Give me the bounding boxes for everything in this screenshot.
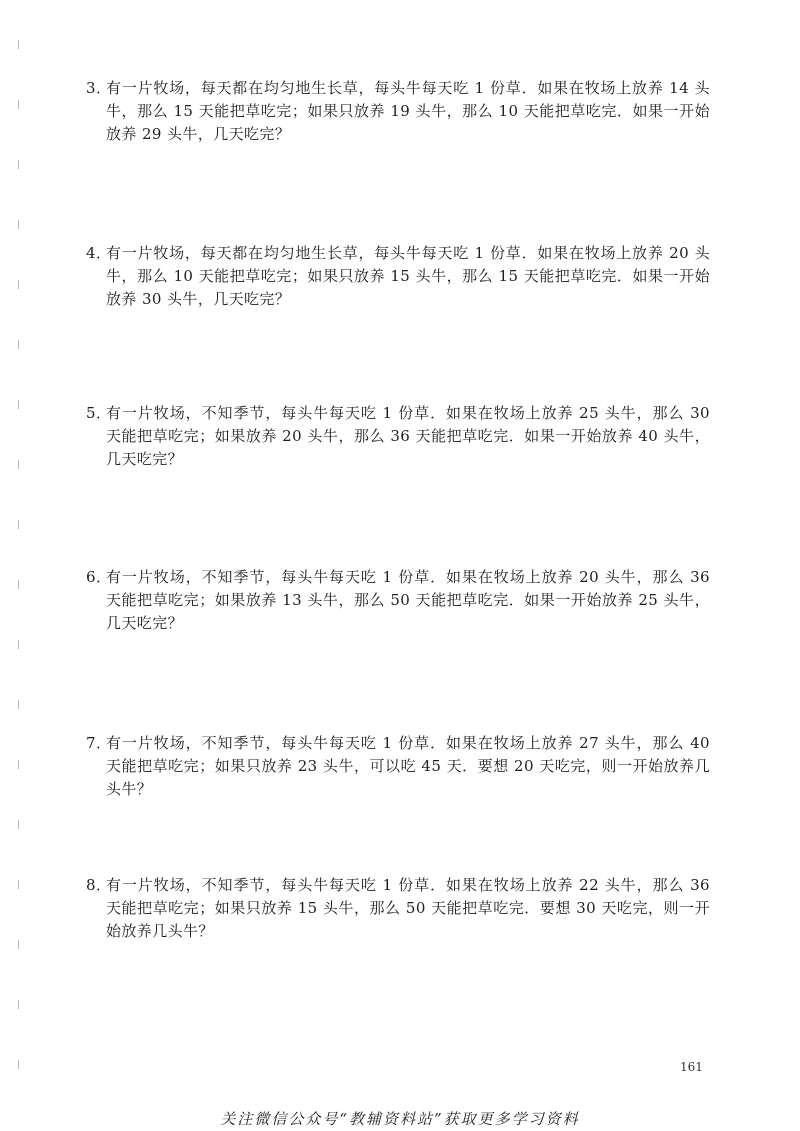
binding-holes	[14, 0, 24, 1131]
problem-7	[86, 732, 710, 801]
problem-text: 有一片牧场，每天都在均匀地生长草，每头牛每天吃 1 份草．如果在牧场上放养 14 头牛，那么 15 天能把草吃完；如果只放养 19 头牛，那么 10 天能把草吃完．如果一开始放养 29 头牛，几天吃完？	[106, 79, 710, 143]
problem-number: 5．	[86, 404, 112, 422]
problem-text: 有一片牧场，不知季节，每头牛每天吃 1 份草．如果在牧场上放养 22 头牛，那么 36 天能把草吃完；如果只放养 15 头牛，那么 50 天能把草吃完．要想 30 天吃完，则一开始放养几头牛？	[106, 876, 710, 940]
problem-text: 有一片牧场，不知季节，每头牛每天吃 1 份草．如果在牧场上放养 27 头牛，那么 40 天能把草吃完；如果只放养 23 头牛，可以吃 45 天．要想 20 天吃完，则一开始放养几头牛？	[106, 734, 710, 798]
problem-number: 6．	[86, 568, 112, 586]
problem-4	[86, 242, 710, 311]
problem-number: 4．	[86, 244, 112, 262]
problem-8	[86, 874, 710, 943]
problem-text: 有一片牧场，不知季节，每头牛每天吃 1 份草．如果在牧场上放养 20 头牛，那么 36 天能把草吃完；如果放养 13 头牛，那么 50 天能把草吃完．如果一开始放养 25 头牛，几天吃完？	[106, 568, 710, 632]
footer-watermark: 关注微信公众号“教辅资料站”获取更多学习资料	[220, 1110, 580, 1128]
problem-text: 有一片牧场，不知季节，每头牛每天吃 1 份草．如果在牧场上放养 25 头牛，那么 30 天能把草吃完；如果放养 20 头牛，那么 36 天能把草吃完．如果一开始放养 40 头牛，几天吃完？	[106, 404, 710, 468]
problem-number: 8．	[86, 876, 112, 894]
problem-number: 3．	[86, 79, 112, 97]
problem-6	[86, 566, 710, 635]
problem-3	[86, 77, 710, 146]
page-number: 161	[680, 1060, 703, 1074]
problem-number: 7．	[86, 734, 112, 752]
problem-text: 有一片牧场，每天都在均匀地生长草，每头牛每天吃 1 份草．如果在牧场上放养 20 头牛，那么 10 天能把草吃完；如果只放养 15 头牛，那么 15 天能把草吃完．如果一开始放养 30 头牛，几天吃完？	[106, 244, 710, 308]
problem-5	[86, 402, 710, 471]
